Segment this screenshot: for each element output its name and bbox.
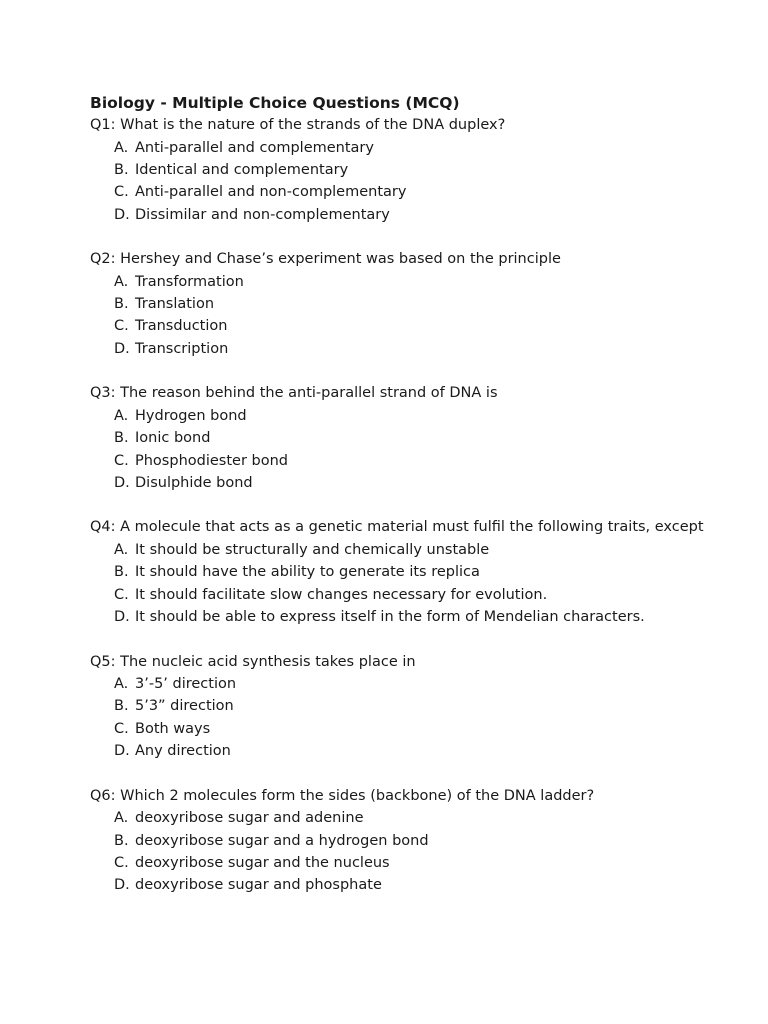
option-text: It should be able to express itself in the form of Mendelian characters. [135,609,645,626]
option-letter: A. [114,676,129,692]
option-letter: D. [114,877,130,894]
option-text: Dissimilar and non-complementary [135,206,390,223]
option-letter: A. [114,139,129,156]
option-text: Any direction [135,743,231,760]
option-letter: C. [114,586,129,603]
option-a [114,271,730,293]
question-1 [90,114,730,226]
option-text: Ionic bond [135,430,211,447]
option-d [114,204,730,226]
option-text: deoxyribose sugar and a hydrogen bond [135,832,429,849]
option-c [114,584,730,606]
option-letter: D. [114,340,130,357]
option-letter: B. [114,564,129,581]
option-a [114,807,730,829]
option-letter: A. [114,541,129,558]
option-c [114,450,730,472]
option-letter: A. [114,810,129,827]
option-letter: B. [114,430,129,447]
option-letter: C. [114,318,129,335]
question-text: Q3: The reason behind the anti-parallel strand of DNA is [90,385,498,402]
option-d [114,472,730,494]
question-text: Q2: Hershey and Chase’s experiment was based on the principle [90,251,561,268]
option-text: 5’3” direction [135,698,234,715]
option-text: Identical and complementary [135,161,349,178]
option-text: deoxyribose sugar and adenine [135,810,364,827]
option-letter: B. [114,161,129,178]
option-text: Hydrogen bond [135,407,247,424]
option-d [114,606,730,628]
option-c [114,718,730,740]
option-d [114,338,730,360]
option-letter: B. [114,832,129,849]
option-text: deoxyribose sugar and phosphate [135,877,382,894]
option-letter: B. [114,296,129,313]
option-list [90,405,730,495]
option-list [90,807,730,897]
question-2 [90,248,730,360]
option-text: 3’-5’ direction [135,676,237,692]
option-b [114,293,730,315]
option-list [90,539,730,629]
option-d [114,740,730,762]
option-text: It should have the ability to generate its replica [135,564,480,581]
option-letter: D. [114,206,130,223]
option-text: Anti-parallel and non-complementary [135,184,407,201]
option-letter: B. [114,698,129,715]
option-b [114,695,730,717]
option-text: Transduction [135,318,228,335]
page-title: Biology - Multiple Choice Questions (MCQ) [90,94,460,112]
option-text: Disulphide bond [135,474,253,491]
option-c [114,181,730,203]
option-text: Both ways [135,720,211,737]
option-list [90,673,730,763]
option-list [90,137,730,227]
option-letter: C. [114,854,129,871]
option-text: deoxyribose sugar and the nucleus [135,854,390,871]
question-4 [90,516,730,628]
option-text: Transformation [135,273,244,290]
option-a [114,405,730,427]
option-letter: A. [114,407,129,424]
option-letter: D. [114,743,130,760]
option-d [114,874,730,896]
option-letter: C. [114,720,129,737]
option-a [114,137,730,159]
document-page [90,92,730,919]
option-c [114,315,730,337]
option-text: It should be structurally and chemically unstable [135,541,490,558]
option-b [114,159,730,181]
question-text: Q6: Which 2 molecules form the sides (backbone) of the DNA ladder? [90,787,595,804]
option-letter: C. [114,184,129,201]
option-letter: D. [114,474,130,491]
option-b [114,427,730,449]
option-a [114,539,730,561]
question-text: Q1: What is the nature of the strands of the DNA duplex? [90,117,506,133]
option-letter: C. [114,452,129,469]
option-b [114,830,730,852]
option-text: Transcription [135,340,229,357]
question-5 [90,651,730,763]
option-letter: D. [114,609,130,626]
option-text: Translation [135,296,215,313]
question-6 [90,785,730,897]
option-letter: A. [114,273,129,290]
option-a [114,673,730,695]
option-text: It should facilitate slow changes necessary for evolution. [135,586,548,603]
question-text: Q4: A molecule that acts as a genetic material must fulfil the following traits, except [90,519,704,536]
question-3 [90,382,730,494]
option-c [114,852,730,874]
question-text: Q5: The nucleic acid synthesis takes place in [90,653,416,670]
option-b [114,561,730,583]
option-text: Anti-parallel and complementary [135,139,374,156]
option-list [90,271,730,361]
option-text: Phosphodiester bond [135,452,288,469]
